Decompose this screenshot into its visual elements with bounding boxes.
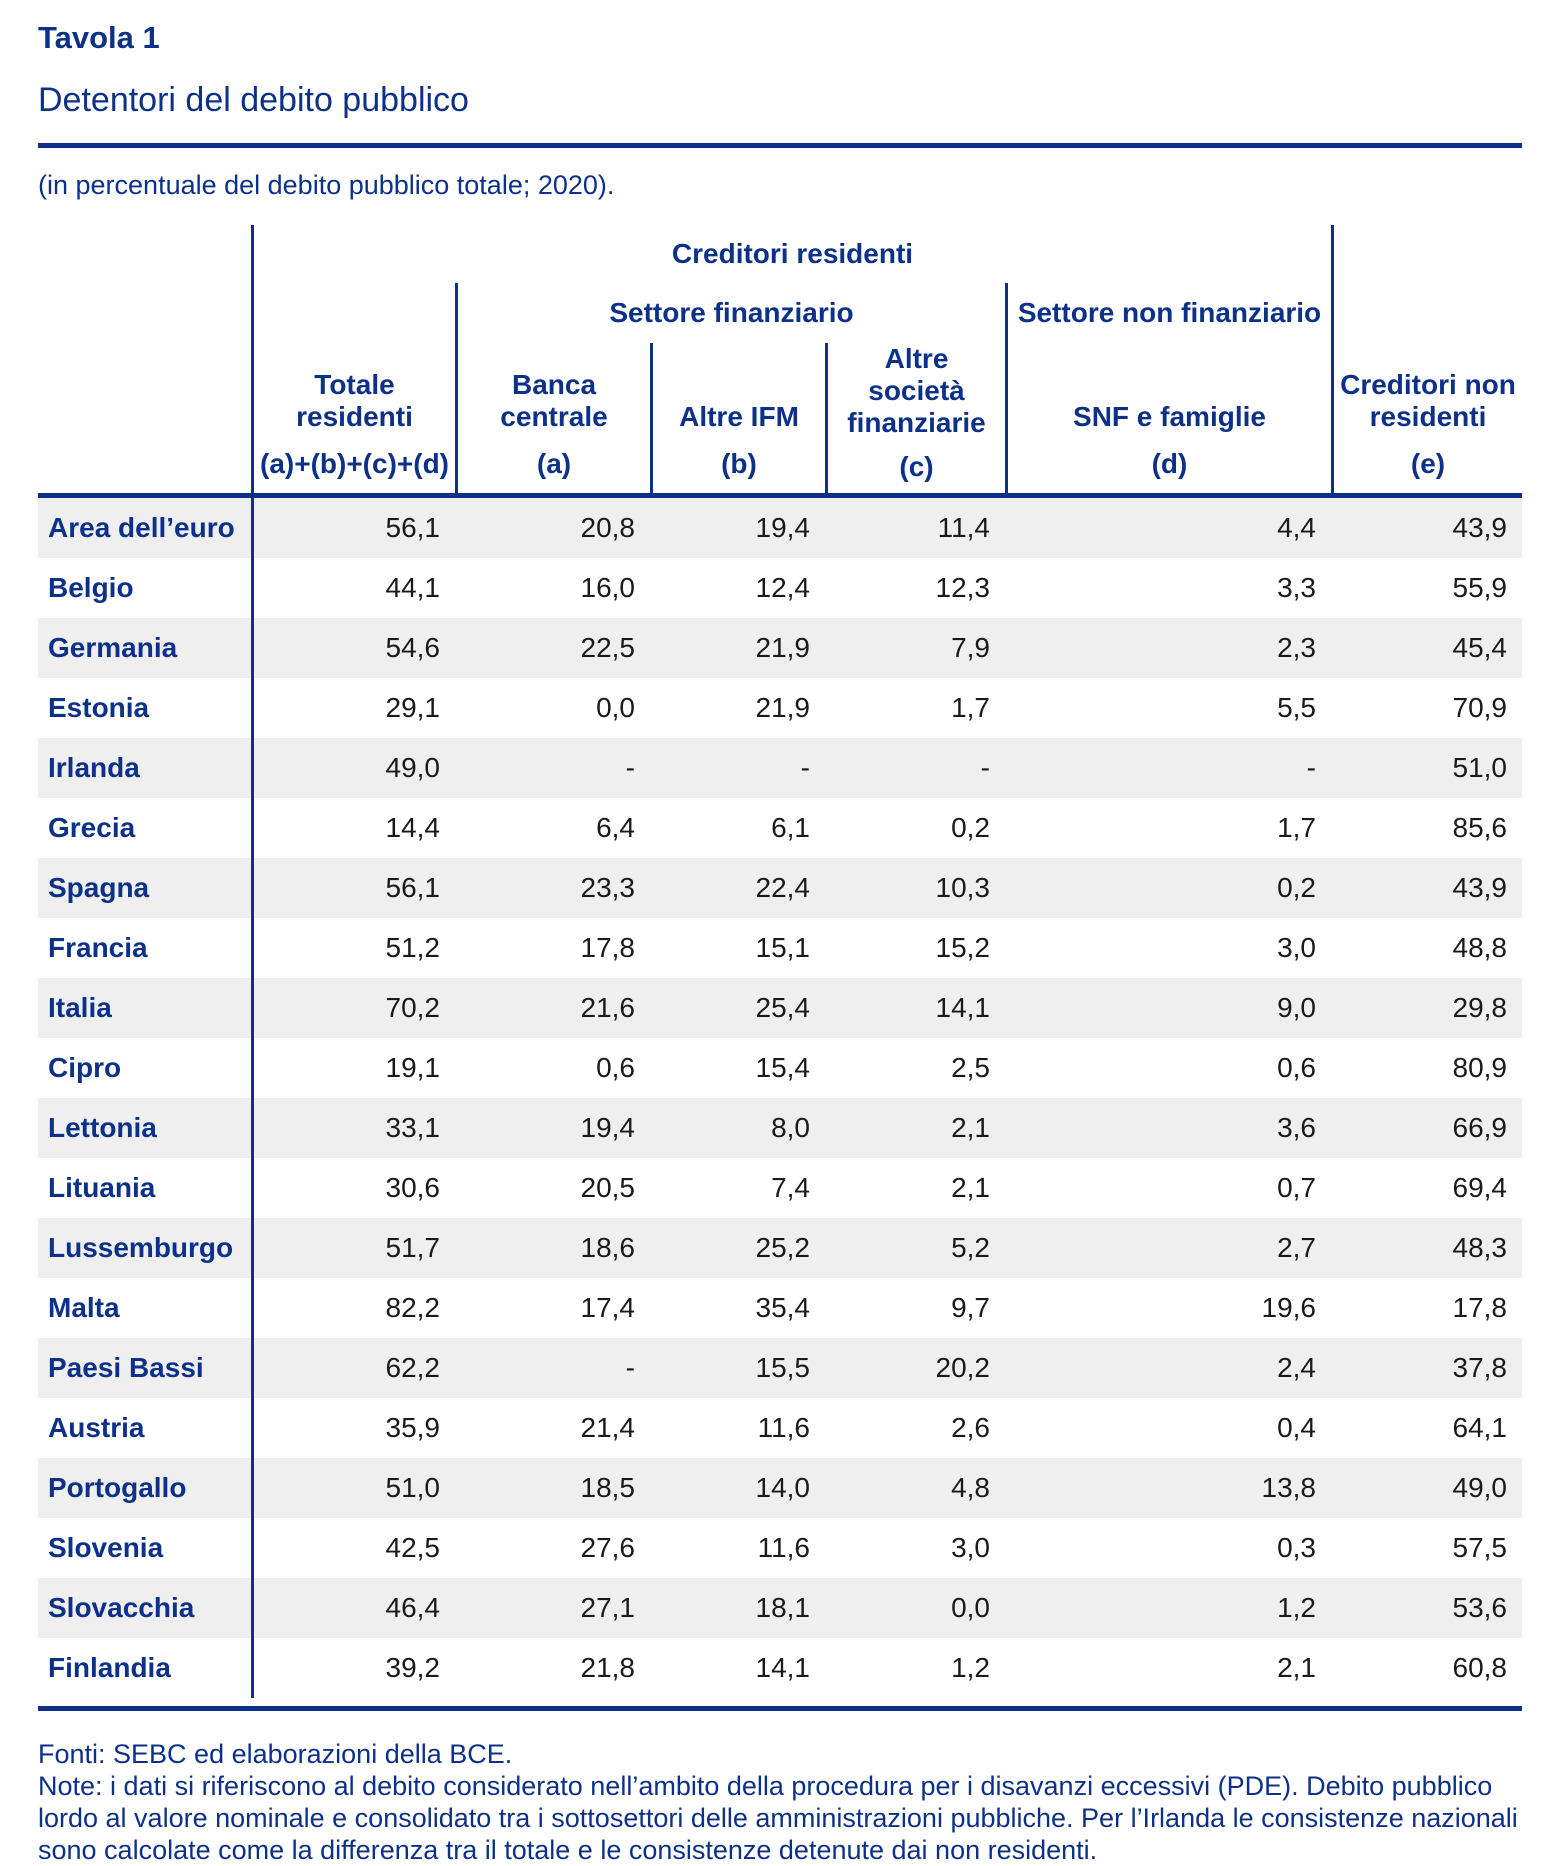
header-spacer <box>38 225 251 283</box>
cell-altre-societa-finanziarie: 11,4 <box>937 512 990 543</box>
cell-banca-centrale: 27,1 <box>580 1592 635 1623</box>
cell-totale-residenti: 33,1 <box>251 1098 455 1158</box>
header-spacer <box>1331 283 1522 343</box>
row-country-label: Italia <box>48 992 112 1023</box>
cell-altre-ifm: - <box>800 752 810 783</box>
column-label: Banca centrale <box>500 369 608 432</box>
cell-totale-residenti: 44,1 <box>251 558 455 618</box>
cell-altre-societa-finanziarie: 20,2 <box>935 1352 990 1383</box>
cell-banca-centrale: 0,6 <box>596 1052 635 1083</box>
title-rule <box>38 143 1522 148</box>
row-country-label: Area dell’euro <box>48 512 235 543</box>
cell-altre-societa-finanziarie: 2,5 <box>951 1052 990 1083</box>
table-row <box>38 498 1522 558</box>
cell-altre-societa-finanziarie: 2,1 <box>951 1112 990 1143</box>
notes-line: Note: i dati si riferiscono al debito considerato nell’ambito della procedura per i disavanzi eccessivi (PDE). Debito pubblico lordo al valore nominale e consolidato tra i sottosettori delle amministrazioni pubbliche. Per l’Irlanda le consistenze nazionali sono calcolate come la differenza tra il totale e le consistenze detenute dai non residenti. <box>38 1771 1518 1865</box>
column-label: Altre IFM <box>679 401 799 432</box>
row-country-label: Francia <box>48 932 148 963</box>
cell-snf-e-famiglie: 0,7 <box>1277 1172 1316 1203</box>
table-bottom-rule <box>38 1706 1522 1711</box>
cell-banca-centrale: 20,5 <box>580 1172 635 1203</box>
column-label: Totale residenti <box>296 369 413 432</box>
cell-creditori-non-residenti: 64,1 <box>1452 1412 1507 1443</box>
cell-creditori-non-residenti: 66,9 <box>1452 1112 1507 1143</box>
cell-banca-centrale: 21,8 <box>580 1652 635 1683</box>
cell-altre-societa-finanziarie: 4,8 <box>951 1472 990 1503</box>
group-header-settore-finanziario: Settore finanziario <box>455 283 1005 343</box>
column-sublabel: (a)+(b)+(c)+(d) <box>260 448 449 479</box>
cell-creditori-non-residenti: 43,9 <box>1452 512 1507 543</box>
row-country-label: Germania <box>48 632 178 663</box>
cell-banca-centrale: 21,6 <box>580 992 635 1023</box>
table-row <box>38 978 1522 1038</box>
cell-totale-residenti: 51,2 <box>251 918 455 978</box>
cell-totale-residenti: 46,4 <box>251 1578 455 1638</box>
cell-banca-centrale: 22,5 <box>580 632 635 663</box>
cell-altre-ifm: 15,5 <box>755 1352 810 1383</box>
row-country-label: Slovacchia <box>48 1592 195 1623</box>
cell-altre-ifm: 25,4 <box>755 992 810 1023</box>
cell-snf-e-famiglie: 0,2 <box>1277 872 1316 903</box>
cell-altre-ifm: 14,0 <box>755 1472 810 1503</box>
cell-snf-e-famiglie: - <box>1306 752 1316 783</box>
table-row <box>38 618 1522 678</box>
row-country-label: Lituania <box>48 1172 156 1203</box>
cell-altre-societa-finanziarie: 2,1 <box>951 1172 990 1203</box>
cell-altre-ifm: 7,4 <box>771 1172 810 1203</box>
cell-snf-e-famiglie: 2,7 <box>1277 1232 1316 1263</box>
cell-altre-societa-finanziarie: 7,9 <box>951 632 990 663</box>
cell-snf-e-famiglie: 0,4 <box>1277 1412 1316 1443</box>
cell-altre-societa-finanziarie: - <box>980 752 990 783</box>
cell-creditori-non-residenti: 48,8 <box>1452 932 1507 963</box>
cell-snf-e-famiglie: 0,6 <box>1277 1052 1316 1083</box>
table-row <box>38 1398 1522 1458</box>
cell-banca-centrale: 19,4 <box>580 1112 635 1143</box>
table-row <box>38 1038 1522 1098</box>
cell-banca-centrale: 20,8 <box>580 512 635 543</box>
cell-creditori-non-residenti: 51,0 <box>1452 752 1507 783</box>
cell-banca-centrale: 17,4 <box>580 1292 635 1323</box>
column-label: Creditori non residenti <box>1340 369 1516 432</box>
cell-altre-ifm: 8,0 <box>771 1112 810 1143</box>
table-row <box>38 1278 1522 1338</box>
column-header-creditori-non-residenti <box>1331 343 1522 493</box>
cell-creditori-non-residenti: 49,0 <box>1452 1472 1507 1503</box>
cell-totale-residenti: 54,6 <box>251 618 455 678</box>
cell-snf-e-famiglie: 4,4 <box>1277 512 1316 543</box>
column-sublabel: (b) <box>721 448 757 479</box>
table-row <box>38 1218 1522 1278</box>
cell-snf-e-famiglie: 1,2 <box>1277 1592 1316 1623</box>
cell-snf-e-famiglie: 2,4 <box>1277 1352 1316 1383</box>
cell-snf-e-famiglie: 19,6 <box>1261 1292 1316 1323</box>
table-row <box>38 798 1522 858</box>
cell-banca-centrale: - <box>625 752 635 783</box>
cell-totale-residenti: 70,2 <box>251 978 455 1038</box>
cell-altre-ifm: 35,4 <box>755 1292 810 1323</box>
column-sublabel: (e) <box>1410 448 1446 479</box>
table-subtitle: (in percentuale del debito pubblico totale; 2020). <box>38 170 615 200</box>
table-row <box>38 1158 1522 1218</box>
column-header-snf-e-famiglie <box>1005 343 1331 493</box>
cell-totale-residenti: 19,1 <box>251 1038 455 1098</box>
cell-banca-centrale: - <box>625 1352 635 1383</box>
row-country-label: Spagna <box>48 872 150 903</box>
cell-banca-centrale: 18,6 <box>580 1232 635 1263</box>
cell-totale-residenti: 30,6 <box>251 1158 455 1218</box>
cell-totale-residenti: 51,7 <box>251 1218 455 1278</box>
cell-creditori-non-residenti: 70,9 <box>1452 692 1507 723</box>
row-country-label: Irlanda <box>48 752 140 783</box>
cell-altre-societa-finanziarie: 9,7 <box>951 1292 990 1323</box>
cell-totale-residenti: 56,1 <box>251 858 455 918</box>
row-country-label: Finlandia <box>48 1652 171 1683</box>
cell-creditori-non-residenti: 55,9 <box>1452 572 1507 603</box>
cell-snf-e-famiglie: 9,0 <box>1277 992 1316 1023</box>
cell-totale-residenti: 49,0 <box>251 738 455 798</box>
cell-banca-centrale: 23,3 <box>580 872 635 903</box>
cell-altre-ifm: 12,4 <box>755 572 810 603</box>
header-spacer <box>38 283 251 343</box>
column-sublabel: (c) <box>899 451 934 482</box>
cell-altre-ifm: 21,9 <box>755 632 810 663</box>
table-row <box>38 738 1522 798</box>
group-header-settore-non-finanziario: Settore non finanziario <box>1005 283 1331 343</box>
cell-altre-societa-finanziarie: 3,0 <box>951 1532 990 1563</box>
cell-snf-e-famiglie: 1,7 <box>1277 812 1316 843</box>
cell-altre-societa-finanziarie: 15,2 <box>935 932 990 963</box>
cell-altre-ifm: 25,2 <box>755 1232 810 1263</box>
cell-totale-residenti: 35,9 <box>251 1398 455 1458</box>
table-header <box>38 225 1522 498</box>
cell-totale-residenti: 42,5 <box>251 1518 455 1578</box>
header-spacer <box>1331 225 1522 283</box>
table-row <box>38 858 1522 918</box>
table-row <box>38 558 1522 618</box>
cell-snf-e-famiglie: 5,5 <box>1277 692 1316 723</box>
cell-creditori-non-residenti: 85,6 <box>1452 812 1507 843</box>
cell-altre-ifm: 15,4 <box>755 1052 810 1083</box>
cell-banca-centrale: 18,5 <box>580 1472 635 1503</box>
cell-altre-ifm: 22,4 <box>755 872 810 903</box>
row-country-label: Austria <box>48 1412 145 1443</box>
cell-altre-ifm: 15,1 <box>755 932 810 963</box>
column-sublabel: (d) <box>1151 448 1188 479</box>
column-header-altre-societa-finanziarie <box>825 343 1005 493</box>
cell-altre-ifm: 21,9 <box>755 692 810 723</box>
cell-creditori-non-residenti: 45,4 <box>1452 632 1507 663</box>
cell-banca-centrale: 0,0 <box>596 692 635 723</box>
cell-snf-e-famiglie: 2,1 <box>1277 1652 1316 1683</box>
header-spacer <box>38 343 251 493</box>
cell-creditori-non-residenti: 48,3 <box>1452 1232 1507 1263</box>
cell-creditori-non-residenti: 57,5 <box>1452 1532 1507 1563</box>
cell-altre-societa-finanziarie: 14,1 <box>935 992 990 1023</box>
cell-snf-e-famiglie: 0,3 <box>1277 1532 1316 1563</box>
cell-altre-societa-finanziarie: 5,2 <box>951 1232 990 1263</box>
cell-creditori-non-residenti: 37,8 <box>1452 1352 1507 1383</box>
row-country-label: Cipro <box>48 1052 122 1083</box>
cell-snf-e-famiglie: 3,0 <box>1277 932 1316 963</box>
cell-altre-societa-finanziarie: 1,7 <box>951 692 990 723</box>
cell-totale-residenti: 51,0 <box>251 1458 455 1518</box>
cell-snf-e-famiglie: 3,6 <box>1277 1112 1316 1143</box>
row-country-label: Malta <box>48 1292 120 1323</box>
cell-totale-residenti: 29,1 <box>251 678 455 738</box>
cell-creditori-non-residenti: 29,8 <box>1452 992 1507 1023</box>
row-country-label: Belgio <box>48 572 134 603</box>
table-number-kicker: Tavola 1 <box>38 20 160 55</box>
table-row <box>38 918 1522 978</box>
cell-banca-centrale: 6,4 <box>596 812 635 843</box>
cell-totale-residenti: 56,1 <box>251 498 455 558</box>
cell-altre-societa-finanziarie: 0,0 <box>951 1592 990 1623</box>
cell-altre-ifm: 6,1 <box>771 812 810 843</box>
cell-altre-societa-finanziarie: 10,3 <box>935 872 990 903</box>
row-country-label: Estonia <box>48 692 150 723</box>
cell-creditori-non-residenti: 53,6 <box>1452 1592 1507 1623</box>
cell-snf-e-famiglie: 3,3 <box>1277 572 1316 603</box>
cell-altre-societa-finanziarie: 1,2 <box>951 1652 990 1683</box>
cell-altre-ifm: 19,4 <box>755 512 810 543</box>
column-label: SNF e famiglie <box>1073 401 1266 432</box>
sources-line: Fonti: SEBC ed elaborazioni della BCE. <box>38 1739 513 1769</box>
table-footer <box>38 1738 1522 1866</box>
table-row <box>38 1578 1522 1638</box>
table-row <box>38 1638 1522 1698</box>
table-row <box>38 1338 1522 1398</box>
column-label: Altre società finanziarie <box>847 343 986 438</box>
column-header-altre-ifm <box>650 343 825 493</box>
cell-banca-centrale: 21,4 <box>580 1412 635 1443</box>
column-sublabel: (a) <box>536 448 572 479</box>
page-title: Detentori del debito pubblico <box>38 81 469 119</box>
cell-creditori-non-residenti: 80,9 <box>1452 1052 1507 1083</box>
row-country-label: Paesi Bassi <box>48 1352 204 1383</box>
cell-banca-centrale: 17,8 <box>580 932 635 963</box>
row-country-label: Lettonia <box>48 1112 157 1143</box>
column-header-totale-residenti <box>251 343 455 493</box>
row-country-label: Lussemburgo <box>48 1232 234 1263</box>
cell-totale-residenti: 62,2 <box>251 1338 455 1398</box>
cell-altre-ifm: 11,6 <box>757 1412 810 1443</box>
group-header-creditori-residenti: Creditori residenti <box>251 225 1331 283</box>
row-country-label: Grecia <box>48 812 136 843</box>
cell-altre-societa-finanziarie: 2,6 <box>951 1412 990 1443</box>
cell-creditori-non-residenti: 60,8 <box>1452 1652 1507 1683</box>
row-country-label: Slovenia <box>48 1532 164 1563</box>
column-header-banca-centrale <box>455 343 650 493</box>
cell-altre-ifm: 18,1 <box>755 1592 810 1623</box>
table-row <box>38 1518 1522 1578</box>
cell-snf-e-famiglie: 2,3 <box>1277 632 1316 663</box>
cell-altre-societa-finanziarie: 0,2 <box>951 812 990 843</box>
table-body <box>38 498 1522 1698</box>
cell-totale-residenti: 82,2 <box>251 1278 455 1338</box>
cell-snf-e-famiglie: 13,8 <box>1261 1472 1316 1503</box>
cell-totale-residenti: 39,2 <box>251 1638 455 1698</box>
cell-banca-centrale: 27,6 <box>580 1532 635 1563</box>
cell-creditori-non-residenti: 43,9 <box>1452 872 1507 903</box>
cell-totale-residenti: 14,4 <box>251 798 455 858</box>
table-row <box>38 1098 1522 1158</box>
cell-altre-ifm: 11,6 <box>757 1532 810 1563</box>
table-row <box>38 678 1522 738</box>
cell-banca-centrale: 16,0 <box>580 572 635 603</box>
row-country-label: Portogallo <box>48 1472 187 1503</box>
cell-creditori-non-residenti: 69,4 <box>1452 1172 1507 1203</box>
cell-creditori-non-residenti: 17,8 <box>1452 1292 1507 1323</box>
header-spacer <box>251 283 455 343</box>
cell-altre-ifm: 14,1 <box>755 1652 810 1683</box>
table-row <box>38 1458 1522 1518</box>
cell-altre-societa-finanziarie: 12,3 <box>935 572 990 603</box>
